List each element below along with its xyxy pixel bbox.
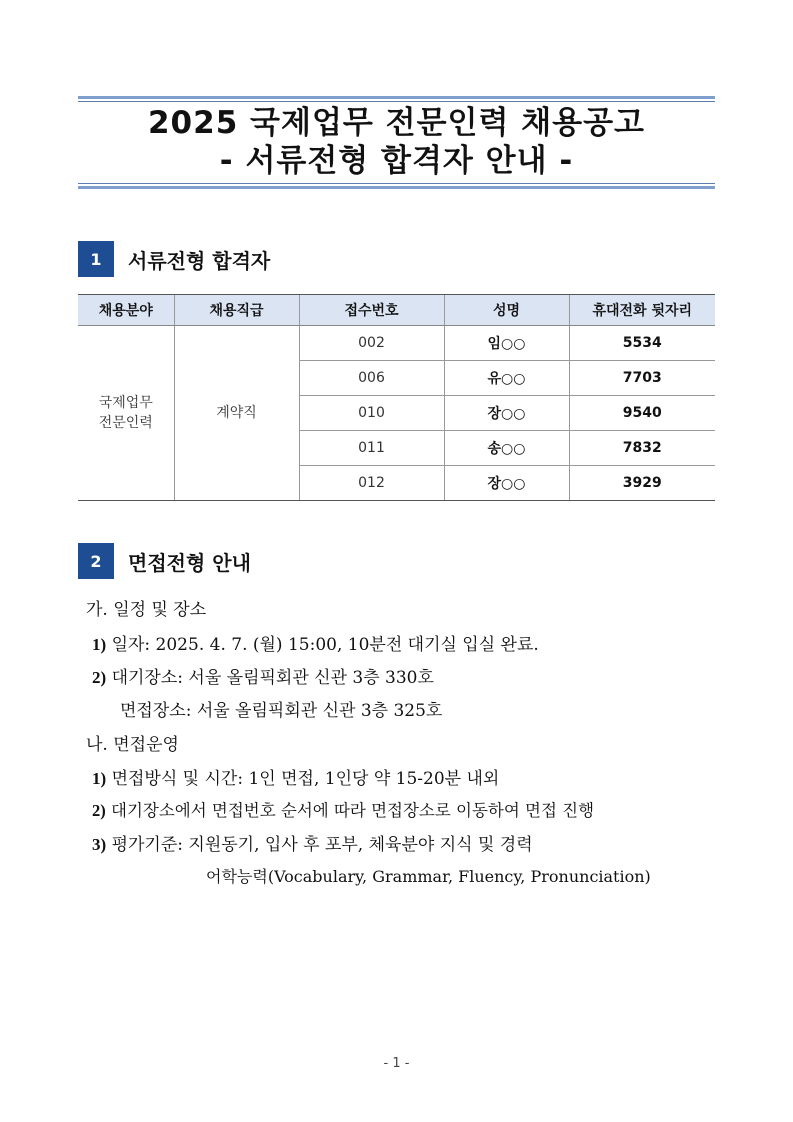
cell-phone: 5534 xyxy=(569,326,715,361)
list-item-continuation: 어학능력(Vocabulary, Grammar, Fluency, Pronunciation) xyxy=(206,867,651,886)
cell-phone: 9540 xyxy=(569,396,715,431)
list-text: 면접장소: 서울 올림픽회관 신관 3층 325호 xyxy=(120,701,443,721)
list-item xyxy=(120,696,442,721)
header-name: 성명 xyxy=(444,295,569,326)
cell-name: 장○○ xyxy=(444,396,569,431)
list-marker: 2) xyxy=(92,668,107,687)
cell-number: 006 xyxy=(299,361,444,396)
header-number: 접수번호 xyxy=(299,295,444,326)
list-item xyxy=(92,630,539,655)
title-line-2: - 서류전형 합격자 안내 - xyxy=(219,143,574,179)
table-row xyxy=(78,326,715,361)
page-title xyxy=(78,100,715,186)
section-2-heading xyxy=(78,543,251,579)
cell-phone: 3929 xyxy=(569,466,715,501)
section-1-number: 1 xyxy=(78,241,114,277)
cell-number: 002 xyxy=(299,326,444,361)
header-rank: 채용직급 xyxy=(174,295,299,326)
list-text: 일자: 2025. 4. 7. (월) 15:00, 10분전 대기실 입실 완료. xyxy=(111,635,539,655)
list-item xyxy=(92,797,594,821)
list-item xyxy=(92,663,434,688)
list-marker: 2) xyxy=(92,801,106,820)
cell-name: 유○○ xyxy=(444,361,569,396)
section-1-heading xyxy=(78,241,270,277)
header-field: 채용분야 xyxy=(78,295,174,326)
list-marker: 3) xyxy=(92,835,107,854)
title-line-1: 2025 국제업무 전문인력 채용공고 xyxy=(147,105,645,141)
list-text: 평가기준: 지원동기, 입사 후 포부, 체육분야 지식 및 경력 xyxy=(111,835,533,855)
list-text: 면접방식 및 시간: 1인 면접, 1인당 약 15-20분 내외 xyxy=(111,769,500,789)
pass-table xyxy=(78,294,715,501)
section-2-title: 면접전형 안내 xyxy=(128,550,251,575)
list-item xyxy=(92,830,533,855)
table-header-row xyxy=(78,295,715,326)
title-top-rule xyxy=(78,96,715,99)
cell-number: 012 xyxy=(299,466,444,501)
cell-field xyxy=(78,326,174,501)
title-bottom-rule-thin xyxy=(78,183,715,184)
cell-name: 임○○ xyxy=(444,326,569,361)
page-number: - 1 - xyxy=(383,1056,410,1071)
field-line-1: 국제업무 xyxy=(98,395,153,411)
subsection-na: 나. 면접운영 xyxy=(86,735,179,755)
list-item xyxy=(92,764,499,789)
list-text: 대기장소: 서울 올림픽회관 신관 3층 330호 xyxy=(111,668,434,688)
cell-number: 011 xyxy=(299,431,444,466)
subsection-ga: 가. 일정 및 장소 xyxy=(86,600,207,620)
cell-number: 010 xyxy=(299,396,444,431)
title-bottom-rule xyxy=(78,186,715,189)
section-2-number: 2 xyxy=(78,543,114,579)
cell-name: 장○○ xyxy=(444,466,569,501)
list-marker: 1) xyxy=(92,635,107,654)
cell-rank: 계약직 xyxy=(174,326,299,501)
section-1-title: 서류전형 합격자 xyxy=(128,248,271,273)
cell-phone: 7703 xyxy=(569,361,715,396)
list-text: 대기장소에서 면접번호 순서에 따라 면접장소로 이동하여 면접 진행 xyxy=(111,801,595,820)
header-phone: 휴대전화 뒷자리 xyxy=(569,295,715,326)
field-line-2: 전문인력 xyxy=(98,415,153,431)
cell-name: 송○○ xyxy=(444,431,569,466)
cell-phone: 7832 xyxy=(569,431,715,466)
list-marker: 1) xyxy=(92,769,107,788)
